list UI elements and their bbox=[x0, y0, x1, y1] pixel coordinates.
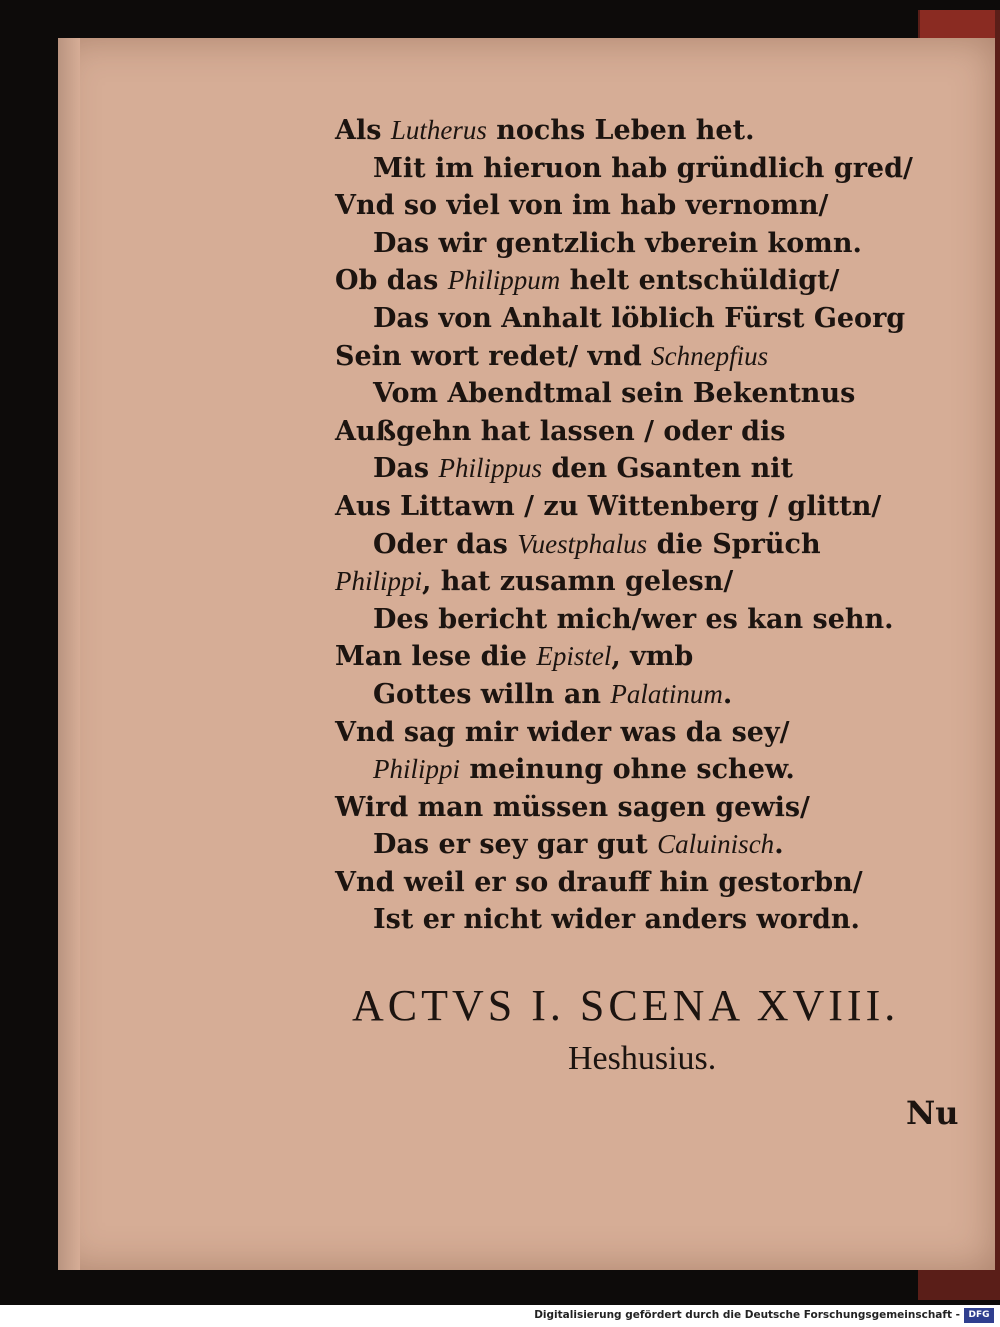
verse-italic-name: Philippi bbox=[335, 566, 422, 597]
verse-segment: , vmb bbox=[611, 641, 694, 673]
verse-segment: Des bericht mich/wer es kan sehn. bbox=[373, 603, 894, 635]
verse-italic-name: Philippi bbox=[373, 754, 460, 785]
verse-line bbox=[335, 676, 915, 714]
page-gutter-shadow bbox=[58, 38, 80, 1270]
verse-text bbox=[335, 112, 915, 939]
verse-italic-name: Palatinum bbox=[610, 678, 723, 709]
verse-line bbox=[335, 638, 915, 676]
verse-segment: Das wir gentzlich vberein komn. bbox=[373, 227, 862, 259]
verse-segment: Aus Littawn / zu Wittenberg / glittn/ bbox=[335, 490, 882, 522]
verse-segment: Gottes willn an bbox=[373, 678, 611, 710]
verse-line bbox=[335, 826, 915, 864]
verse-line bbox=[335, 300, 915, 338]
verse-italic-name: Philippum bbox=[447, 265, 561, 296]
book-cover-corner bbox=[920, 10, 995, 40]
verse-line bbox=[335, 150, 915, 188]
verse-line bbox=[335, 375, 915, 413]
verse-italic-name: Epistel bbox=[536, 641, 612, 672]
verse-line bbox=[335, 338, 915, 376]
verse-line bbox=[335, 901, 915, 939]
speaker-name: Heshusius. bbox=[568, 1040, 717, 1077]
verse-segment: , hat zusamn gelesn/ bbox=[422, 566, 734, 598]
verse-line bbox=[335, 864, 915, 902]
verse-segment: . bbox=[774, 829, 784, 861]
verse-segment: helt entschüldigt/ bbox=[560, 265, 840, 297]
scene-heading: ACTVS I. SCENA XVIII. bbox=[352, 981, 900, 1030]
verse-italic-name: Schnepfius bbox=[651, 340, 769, 371]
verse-segment: Das bbox=[373, 453, 439, 485]
verse-segment: Als bbox=[335, 115, 391, 146]
verse-line bbox=[335, 225, 915, 263]
verse-italic-name: Caluinisch bbox=[657, 829, 775, 860]
verse-segment: Vnd weil er so drauff hin gestorbn/ bbox=[335, 866, 863, 898]
verse-segment: die Sprüch bbox=[647, 528, 821, 560]
verse-line bbox=[335, 413, 915, 451]
dfg-logo-icon: DFG bbox=[964, 1308, 994, 1323]
verse-line bbox=[335, 488, 915, 526]
verse-segment: Mit im hieruon hab gründlich gred/ bbox=[373, 152, 913, 184]
verse-segment: . bbox=[722, 678, 733, 710]
verse-segment: Oder das bbox=[373, 528, 518, 560]
verse-line bbox=[335, 789, 915, 827]
verse-segment: Außgehn hat lassen / oder dis bbox=[335, 415, 786, 447]
verse-line bbox=[335, 563, 915, 601]
catchword: Nu bbox=[906, 1094, 959, 1132]
verse-line bbox=[335, 714, 915, 752]
verse-segment: Das er sey gar gut bbox=[373, 829, 658, 861]
verse-segment: meinung ohne schew. bbox=[460, 754, 795, 786]
verse-segment: Vom Abendtmal sein Bekentnus bbox=[373, 378, 856, 410]
verse-segment: Das von Anhalt löblich Fürst Georg bbox=[373, 302, 906, 334]
verse-segment: Wird man müssen sagen gewis/ bbox=[335, 791, 810, 823]
verse-italic-name: Philippus bbox=[438, 453, 543, 484]
verse-segment: den Gsanten nit bbox=[542, 453, 793, 485]
verse-line bbox=[335, 112, 915, 150]
verse-segment: Ob das bbox=[335, 265, 448, 297]
verse-segment: Vnd sag mir wider was da sey/ bbox=[335, 716, 790, 748]
verse-italic-name: Lutherus bbox=[390, 115, 487, 145]
verse-line bbox=[335, 262, 915, 300]
verse-line bbox=[335, 187, 915, 225]
verse-line bbox=[335, 601, 915, 639]
verse-line bbox=[335, 450, 915, 488]
verse-italic-name: Vuestphalus bbox=[517, 528, 648, 559]
verse-segment: Ist er nicht wider anders wordn. bbox=[373, 904, 860, 936]
verse-line bbox=[335, 751, 915, 789]
verse-segment: Sein wort redet/ vnd bbox=[335, 340, 652, 372]
verse-line bbox=[335, 526, 915, 564]
verse-segment: Vnd so viel von im hab vernomn/ bbox=[335, 190, 829, 222]
footer-credit: Digitalisierung gefördert durch die Deutsche Forschungsgemeinschaft - bbox=[534, 1309, 960, 1321]
footer-bar bbox=[0, 1305, 1000, 1327]
verse-segment: Man lese die bbox=[335, 641, 537, 673]
verse-segment: nochs Leben het. bbox=[486, 115, 755, 146]
